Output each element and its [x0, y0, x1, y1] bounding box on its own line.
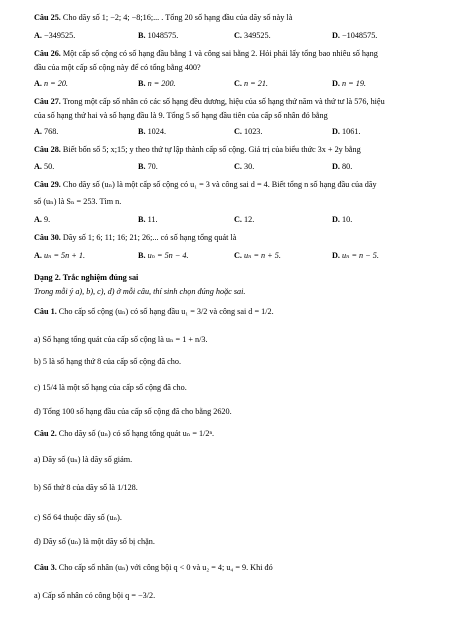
- q26-option-c: C. n = 21.: [234, 79, 268, 88]
- q26-option-a: A. n = 20.: [34, 79, 68, 88]
- q27-option-c: C. 1023.: [234, 127, 263, 136]
- q30-option-d: D. uₙ = n − 5.: [332, 251, 379, 260]
- tf-question-2: Câu 2. Cho dãy số (uₙ) có số hạng tổng quát uₙ = 1/2ⁿ.: [34, 429, 215, 438]
- tf1-item-a: a) Số hạng tổng quát của cấp số cộng là uₙ = 1 + n/3.: [34, 335, 208, 344]
- tf2-item-c: c) Số 64 thuộc dãy số (uₙ).: [34, 513, 122, 522]
- q30-option-c: C. uₙ = n + 5.: [234, 251, 281, 260]
- q26-option-d: D. n = 19.: [332, 79, 366, 88]
- q25-option-b: B. 1048575.: [138, 31, 179, 40]
- q29-option-d: D. 10.: [332, 215, 353, 224]
- question-27: Câu 27. Trong một cấp số nhân có các số hạng đều dương, hiệu của số hạng thứ năm và thứ tư là 576, hiệu: [34, 97, 385, 106]
- q29-option-a: A. 9.: [34, 215, 51, 224]
- q25-option-d: D. −1048575.: [332, 31, 378, 40]
- tf-question-3: Câu 3. Cho cấp số nhân (uₙ) với công bội q < 0 và u₂ = 4; u₄ = 9. Khi đó: [34, 563, 273, 572]
- section-instruction: Trong mỗi ý a), b), c), d) ở mỗi câu, thí sinh chọn đúng hoặc sai.: [34, 287, 246, 296]
- q27-option-b: B. 1024.: [138, 127, 166, 136]
- tf1-item-d: d) Tổng 100 số hạng đầu của cấp số cộng đã cho bằng 2620.: [34, 407, 232, 416]
- q25-option-c: C. 349525.: [234, 31, 271, 40]
- question-29-line2: số (uₙ) là Sₙ = 253. Tìm n.: [34, 197, 122, 206]
- q29-option-c: C. 12.: [234, 215, 255, 224]
- q28-option-a: A. 50.: [34, 162, 55, 171]
- question-30: Câu 30. Dãy số 1; 6; 11; 16; 21; 26;... có số hạng tổng quát là: [34, 233, 237, 242]
- tf1-item-b: b) 5 là số hạng thứ 8 của cấp số cộng đã cho.: [34, 357, 181, 366]
- q28-option-b: B. 70.: [138, 162, 158, 171]
- question-29: Câu 29. Cho dãy số (uₙ) là một cấp số cộng có u₁ = 3 và công sai d = 4. Biết tổng n số hạng đầu của dãy: [34, 180, 377, 189]
- tf2-item-d: d) Dãy số (uₙ) là một dãy số bị chặn.: [34, 537, 155, 546]
- q29-option-b: B. 11.: [138, 215, 158, 224]
- q28-option-c: C. 30.: [234, 162, 255, 171]
- q26-option-b: B. n = 200.: [138, 79, 176, 88]
- question-28: Câu 28. Biết bốn số 5; x;15; y theo thứ tự lập thành cấp số cộng. Giá trị của biểu thức 3x + 2y bằng: [34, 145, 361, 154]
- tf2-item-b: b) Số thứ 8 của dãy số là 1/128.: [34, 483, 138, 492]
- q28-option-d: D. 80.: [332, 162, 353, 171]
- question-26-line2: đầu của một cấp số cộng này để có tổng bằng 400?: [34, 63, 201, 72]
- tf1-item-c: c) 15/4 là một số hạng của cấp số cộng đã cho.: [34, 383, 187, 392]
- question-text: Cho dãy số 1; −2; 4; −8;16;... . Tổng 20 số hạng đầu của dãy số này là: [60, 13, 293, 22]
- q27-option-d: D. 1061.: [332, 127, 361, 136]
- question-label: Câu 25.: [34, 13, 61, 22]
- q30-option-b: B. uₙ = 5n − 4.: [138, 251, 189, 260]
- q25-option-a: A. −349525.: [34, 31, 76, 40]
- tf2-item-a: a) Dãy số (uₙ) là dãy số giảm.: [34, 455, 133, 464]
- tf-question-1: Câu 1. Cho cấp số cộng (uₙ) có số hạng đầu u₁ = 3/2 và công sai d = 1/2.: [34, 307, 274, 316]
- question-26: Câu 26. Một cấp số cộng có số hạng đầu bằng 1 và công sai bằng 2. Hỏi phải lấy tổng bao nhiêu số hạng: [34, 49, 378, 58]
- question-27-line2: của số hạng thứ hai và số hạng đầu là 9. Tổng 5 số hạng đầu tiên của cấp số nhân đó bằng: [34, 111, 328, 120]
- tf3-item-a: a) Cấp số nhân có công bội q = −3/2.: [34, 591, 156, 600]
- q30-option-a: A. uₙ = 5n + 1.: [34, 251, 85, 260]
- question-25: [34, 12, 292, 23]
- section-title: Dạng 2. Trắc nghiệm đúng sai: [34, 273, 139, 282]
- q27-option-a: A. 768.: [34, 127, 59, 136]
